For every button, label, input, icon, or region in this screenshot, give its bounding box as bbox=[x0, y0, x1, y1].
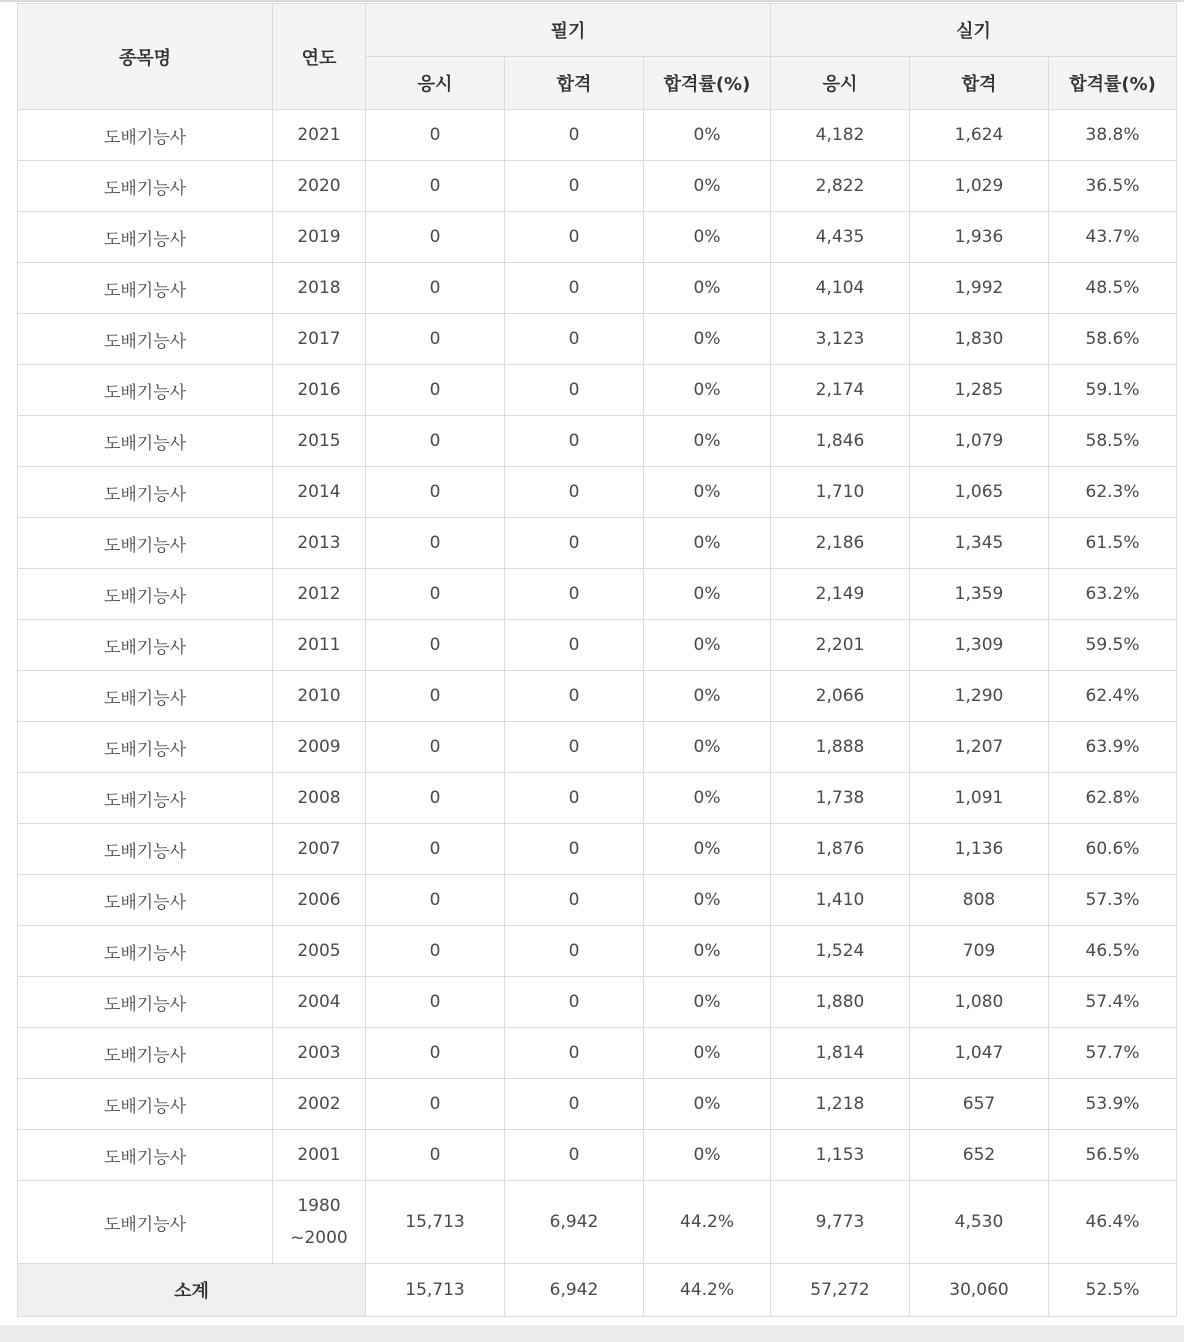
cell-practical-rate: 63.9% bbox=[1049, 722, 1177, 773]
cell-practical-passed: 1,830 bbox=[910, 314, 1049, 365]
cell-practical-applied: 1,880 bbox=[771, 977, 910, 1028]
cell-practical-passed: 1,207 bbox=[910, 722, 1049, 773]
header-row-top bbox=[18, 4, 1177, 57]
cell-subject: 도배기능사 bbox=[18, 977, 273, 1028]
cell-written-passed: 0 bbox=[505, 671, 644, 722]
cell-practical-applied: 1,814 bbox=[771, 1028, 910, 1079]
header-written: 필기 bbox=[366, 4, 771, 57]
cell-practical-applied: 2,186 bbox=[771, 518, 910, 569]
cell-written-passed: 0 bbox=[505, 467, 644, 518]
table-row bbox=[18, 1028, 1177, 1079]
cell-practical-passed: 1,285 bbox=[910, 365, 1049, 416]
table-row bbox=[18, 722, 1177, 773]
cell-year: 2007 bbox=[273, 824, 366, 875]
cell-written-passed: 0 bbox=[505, 365, 644, 416]
table-row bbox=[18, 1181, 1177, 1264]
cell-practical-rate: 62.8% bbox=[1049, 773, 1177, 824]
cell-written-applied: 0 bbox=[366, 569, 505, 620]
cell-practical-rate: 38.8% bbox=[1049, 110, 1177, 161]
cell-practical-passed: 1,624 bbox=[910, 110, 1049, 161]
subtotal-practical-applied: 57,272 bbox=[771, 1264, 910, 1317]
top-divider bbox=[0, 0, 1184, 2]
subtotal-practical-rate: 52.5% bbox=[1049, 1264, 1177, 1317]
cell-year: 2004 bbox=[273, 977, 366, 1028]
cell-practical-rate: 62.3% bbox=[1049, 467, 1177, 518]
cell-subject: 도배기능사 bbox=[18, 926, 273, 977]
year-line: 1980 bbox=[297, 1196, 341, 1216]
cell-subject: 도배기능사 bbox=[18, 314, 273, 365]
header-practical-applied: 응시 bbox=[771, 57, 910, 110]
cell-written-rate: 0% bbox=[644, 773, 771, 824]
header-practical: 실기 bbox=[771, 4, 1177, 57]
table-row bbox=[18, 620, 1177, 671]
cell-practical-applied: 1,738 bbox=[771, 773, 910, 824]
cell-written-applied: 0 bbox=[366, 1130, 505, 1181]
cell-written-passed: 0 bbox=[505, 569, 644, 620]
cell-written-applied: 0 bbox=[366, 926, 505, 977]
cell-written-passed: 0 bbox=[505, 977, 644, 1028]
cell-subject: 도배기능사 bbox=[18, 365, 273, 416]
cell-year: 2019 bbox=[273, 212, 366, 263]
cell-year: 2018 bbox=[273, 263, 366, 314]
cell-written-applied: 0 bbox=[366, 773, 505, 824]
cell-practical-passed: 1,079 bbox=[910, 416, 1049, 467]
cell-written-applied: 0 bbox=[366, 416, 505, 467]
cell-practical-passed: 1,309 bbox=[910, 620, 1049, 671]
cell-practical-applied: 2,174 bbox=[771, 365, 910, 416]
subtotal-label: 소계 bbox=[18, 1264, 366, 1317]
cell-written-applied: 0 bbox=[366, 1079, 505, 1130]
cell-subject: 도배기능사 bbox=[18, 263, 273, 314]
cell-practical-rate: 43.7% bbox=[1049, 212, 1177, 263]
cell-written-rate: 0% bbox=[644, 365, 771, 416]
cell-practical-applied: 4,435 bbox=[771, 212, 910, 263]
table-row bbox=[18, 212, 1177, 263]
cell-year: 2001 bbox=[273, 1130, 366, 1181]
header-written-passed: 합격 bbox=[505, 57, 644, 110]
cell-year: 2017 bbox=[273, 314, 366, 365]
cell-practical-applied: 1,710 bbox=[771, 467, 910, 518]
subtotal-written-applied: 15,713 bbox=[366, 1264, 505, 1317]
cell-practical-rate: 57.4% bbox=[1049, 977, 1177, 1028]
table-body bbox=[18, 110, 1177, 1264]
cell-written-rate: 0% bbox=[644, 926, 771, 977]
cell-year: 2011 bbox=[273, 620, 366, 671]
cell-written-applied: 0 bbox=[366, 875, 505, 926]
cell-written-rate: 0% bbox=[644, 671, 771, 722]
cell-written-passed: 0 bbox=[505, 1079, 644, 1130]
cell-written-rate: 0% bbox=[644, 722, 771, 773]
header-written-applied: 응시 bbox=[366, 57, 505, 110]
cell-written-applied: 0 bbox=[366, 212, 505, 263]
cell-subject: 도배기능사 bbox=[18, 161, 273, 212]
cell-practical-passed: 1,047 bbox=[910, 1028, 1049, 1079]
cell-practical-applied: 2,201 bbox=[771, 620, 910, 671]
cell-written-passed: 6,942 bbox=[505, 1181, 644, 1264]
cell-practical-applied: 9,773 bbox=[771, 1181, 910, 1264]
cell-practical-rate: 46.4% bbox=[1049, 1181, 1177, 1264]
cell-practical-applied: 2,149 bbox=[771, 569, 910, 620]
cell-practical-passed: 1,091 bbox=[910, 773, 1049, 824]
cell-written-applied: 15,713 bbox=[366, 1181, 505, 1264]
cell-practical-rate: 60.6% bbox=[1049, 824, 1177, 875]
cell-practical-rate: 46.5% bbox=[1049, 926, 1177, 977]
cell-written-rate: 0% bbox=[644, 977, 771, 1028]
cell-written-passed: 0 bbox=[505, 161, 644, 212]
cell-practical-rate: 61.5% bbox=[1049, 518, 1177, 569]
cell-practical-passed: 1,936 bbox=[910, 212, 1049, 263]
cell-written-applied: 0 bbox=[366, 824, 505, 875]
cell-practical-rate: 57.3% bbox=[1049, 875, 1177, 926]
cell-subject: 도배기능사 bbox=[18, 1028, 273, 1079]
cell-subject: 도배기능사 bbox=[18, 671, 273, 722]
cell-practical-applied: 4,182 bbox=[771, 110, 910, 161]
cell-written-rate: 0% bbox=[644, 1130, 771, 1181]
cell-year: 2010 bbox=[273, 671, 366, 722]
cell-written-applied: 0 bbox=[366, 620, 505, 671]
cell-year: 2002 bbox=[273, 1079, 366, 1130]
cell-written-rate: 0% bbox=[644, 416, 771, 467]
cell-written-passed: 0 bbox=[505, 620, 644, 671]
cell-practical-rate: 59.1% bbox=[1049, 365, 1177, 416]
cell-subject: 도배기능사 bbox=[18, 1181, 273, 1264]
cell-subject: 도배기능사 bbox=[18, 416, 273, 467]
table-row bbox=[18, 161, 1177, 212]
cell-year: 2009 bbox=[273, 722, 366, 773]
cell-practical-passed: 652 bbox=[910, 1130, 1049, 1181]
cell-year: 2016 bbox=[273, 365, 366, 416]
cell-year: 2015 bbox=[273, 416, 366, 467]
cell-year: 2014 bbox=[273, 467, 366, 518]
cell-written-applied: 0 bbox=[366, 110, 505, 161]
cell-written-passed: 0 bbox=[505, 263, 644, 314]
cell-practical-rate: 63.2% bbox=[1049, 569, 1177, 620]
bottom-band bbox=[0, 1325, 1184, 1342]
subtotal-row bbox=[18, 1264, 1177, 1317]
cell-written-applied: 0 bbox=[366, 314, 505, 365]
cell-year: 2012 bbox=[273, 569, 366, 620]
table-header bbox=[18, 4, 1177, 110]
cell-practical-passed: 808 bbox=[910, 875, 1049, 926]
cell-subject: 도배기능사 bbox=[18, 212, 273, 263]
cell-written-passed: 0 bbox=[505, 212, 644, 263]
cell-written-passed: 0 bbox=[505, 416, 644, 467]
cell-subject: 도배기능사 bbox=[18, 722, 273, 773]
cell-written-applied: 0 bbox=[366, 467, 505, 518]
cell-practical-rate: 57.7% bbox=[1049, 1028, 1177, 1079]
cell-practical-rate: 53.9% bbox=[1049, 1079, 1177, 1130]
cell-subject: 도배기능사 bbox=[18, 773, 273, 824]
cell-subject: 도배기능사 bbox=[18, 824, 273, 875]
cell-written-passed: 0 bbox=[505, 1130, 644, 1181]
cell-practical-passed: 657 bbox=[910, 1079, 1049, 1130]
year-line: ~2000 bbox=[290, 1228, 348, 1248]
cell-written-rate: 0% bbox=[644, 1079, 771, 1130]
cell-written-applied: 0 bbox=[366, 263, 505, 314]
cell-practical-passed: 1,080 bbox=[910, 977, 1049, 1028]
cell-practical-passed: 1,065 bbox=[910, 467, 1049, 518]
cell-subject: 도배기능사 bbox=[18, 110, 273, 161]
cell-practical-rate: 62.4% bbox=[1049, 671, 1177, 722]
table-row bbox=[18, 365, 1177, 416]
table-row bbox=[18, 977, 1177, 1028]
cell-written-applied: 0 bbox=[366, 1028, 505, 1079]
table-row bbox=[18, 569, 1177, 620]
cell-practical-passed: 1,359 bbox=[910, 569, 1049, 620]
cell-practical-applied: 1,888 bbox=[771, 722, 910, 773]
cell-written-passed: 0 bbox=[505, 1028, 644, 1079]
header-practical-passed: 합격 bbox=[910, 57, 1049, 110]
pass-rate-table bbox=[17, 3, 1177, 1317]
cell-practical-rate: 58.5% bbox=[1049, 416, 1177, 467]
table-row bbox=[18, 1079, 1177, 1130]
cell-written-rate: 0% bbox=[644, 161, 771, 212]
cell-subject: 도배기능사 bbox=[18, 467, 273, 518]
cell-year: 2006 bbox=[273, 875, 366, 926]
cell-practical-applied: 1,153 bbox=[771, 1130, 910, 1181]
table-row bbox=[18, 926, 1177, 977]
cell-written-rate: 0% bbox=[644, 1028, 771, 1079]
cell-written-rate: 0% bbox=[644, 824, 771, 875]
cell-year: 2020 bbox=[273, 161, 366, 212]
table-row bbox=[18, 110, 1177, 161]
cell-practical-applied: 1,524 bbox=[771, 926, 910, 977]
cell-year: 2008 bbox=[273, 773, 366, 824]
cell-practical-passed: 1,992 bbox=[910, 263, 1049, 314]
cell-practical-applied: 1,846 bbox=[771, 416, 910, 467]
header-year: 연도 bbox=[273, 4, 366, 110]
cell-written-rate: 0% bbox=[644, 212, 771, 263]
cell-written-applied: 0 bbox=[366, 161, 505, 212]
table-row bbox=[18, 875, 1177, 926]
cell-written-rate: 44.2% bbox=[644, 1181, 771, 1264]
cell-year bbox=[273, 1181, 366, 1264]
table-row bbox=[18, 314, 1177, 365]
table-row bbox=[18, 467, 1177, 518]
table-row bbox=[18, 773, 1177, 824]
cell-year: 2021 bbox=[273, 110, 366, 161]
table-row bbox=[18, 416, 1177, 467]
header-written-rate: 합격률(%) bbox=[644, 57, 771, 110]
subtotal-written-rate: 44.2% bbox=[644, 1264, 771, 1317]
cell-written-applied: 0 bbox=[366, 671, 505, 722]
cell-practical-applied: 1,410 bbox=[771, 875, 910, 926]
cell-written-applied: 0 bbox=[366, 977, 505, 1028]
cell-written-passed: 0 bbox=[505, 722, 644, 773]
cell-written-passed: 0 bbox=[505, 518, 644, 569]
cell-written-passed: 0 bbox=[505, 773, 644, 824]
cell-subject: 도배기능사 bbox=[18, 518, 273, 569]
cell-practical-rate: 36.5% bbox=[1049, 161, 1177, 212]
cell-written-passed: 0 bbox=[505, 314, 644, 365]
cell-practical-applied: 1,876 bbox=[771, 824, 910, 875]
header-subject: 종목명 bbox=[18, 4, 273, 110]
cell-written-rate: 0% bbox=[644, 620, 771, 671]
cell-practical-passed: 1,029 bbox=[910, 161, 1049, 212]
cell-practical-applied: 4,104 bbox=[771, 263, 910, 314]
cell-practical-passed: 1,136 bbox=[910, 824, 1049, 875]
cell-year: 2013 bbox=[273, 518, 366, 569]
cell-subject: 도배기능사 bbox=[18, 875, 273, 926]
cell-written-rate: 0% bbox=[644, 110, 771, 161]
header-practical-rate: 합격률(%) bbox=[1049, 57, 1177, 110]
cell-subject: 도배기능사 bbox=[18, 620, 273, 671]
cell-written-passed: 0 bbox=[505, 926, 644, 977]
cell-practical-applied: 1,218 bbox=[771, 1079, 910, 1130]
cell-written-applied: 0 bbox=[366, 722, 505, 773]
table-footer bbox=[18, 1264, 1177, 1317]
cell-written-rate: 0% bbox=[644, 467, 771, 518]
cell-year: 2005 bbox=[273, 926, 366, 977]
cell-practical-rate: 48.5% bbox=[1049, 263, 1177, 314]
cell-practical-applied: 2,822 bbox=[771, 161, 910, 212]
cell-practical-applied: 2,066 bbox=[771, 671, 910, 722]
cell-practical-passed: 1,290 bbox=[910, 671, 1049, 722]
table-row bbox=[18, 824, 1177, 875]
cell-written-rate: 0% bbox=[644, 518, 771, 569]
cell-practical-passed: 1,345 bbox=[910, 518, 1049, 569]
cell-practical-passed: 4,530 bbox=[910, 1181, 1049, 1264]
cell-written-rate: 0% bbox=[644, 314, 771, 365]
cell-written-applied: 0 bbox=[366, 365, 505, 416]
table-row bbox=[18, 1130, 1177, 1181]
cell-practical-rate: 59.5% bbox=[1049, 620, 1177, 671]
subtotal-written-passed: 6,942 bbox=[505, 1264, 644, 1317]
cell-written-rate: 0% bbox=[644, 875, 771, 926]
table-row bbox=[18, 671, 1177, 722]
cell-practical-passed: 709 bbox=[910, 926, 1049, 977]
cell-written-rate: 0% bbox=[644, 569, 771, 620]
cell-practical-rate: 56.5% bbox=[1049, 1130, 1177, 1181]
cell-subject: 도배기능사 bbox=[18, 1130, 273, 1181]
cell-practical-rate: 58.6% bbox=[1049, 314, 1177, 365]
table-row bbox=[18, 518, 1177, 569]
cell-written-passed: 0 bbox=[505, 110, 644, 161]
cell-practical-applied: 3,123 bbox=[771, 314, 910, 365]
cell-written-applied: 0 bbox=[366, 518, 505, 569]
cell-written-passed: 0 bbox=[505, 824, 644, 875]
cell-year: 2003 bbox=[273, 1028, 366, 1079]
cell-written-rate: 0% bbox=[644, 263, 771, 314]
table-row bbox=[18, 263, 1177, 314]
cell-subject: 도배기능사 bbox=[18, 1079, 273, 1130]
subtotal-practical-passed: 30,060 bbox=[910, 1264, 1049, 1317]
cell-written-passed: 0 bbox=[505, 875, 644, 926]
cell-subject: 도배기능사 bbox=[18, 569, 273, 620]
